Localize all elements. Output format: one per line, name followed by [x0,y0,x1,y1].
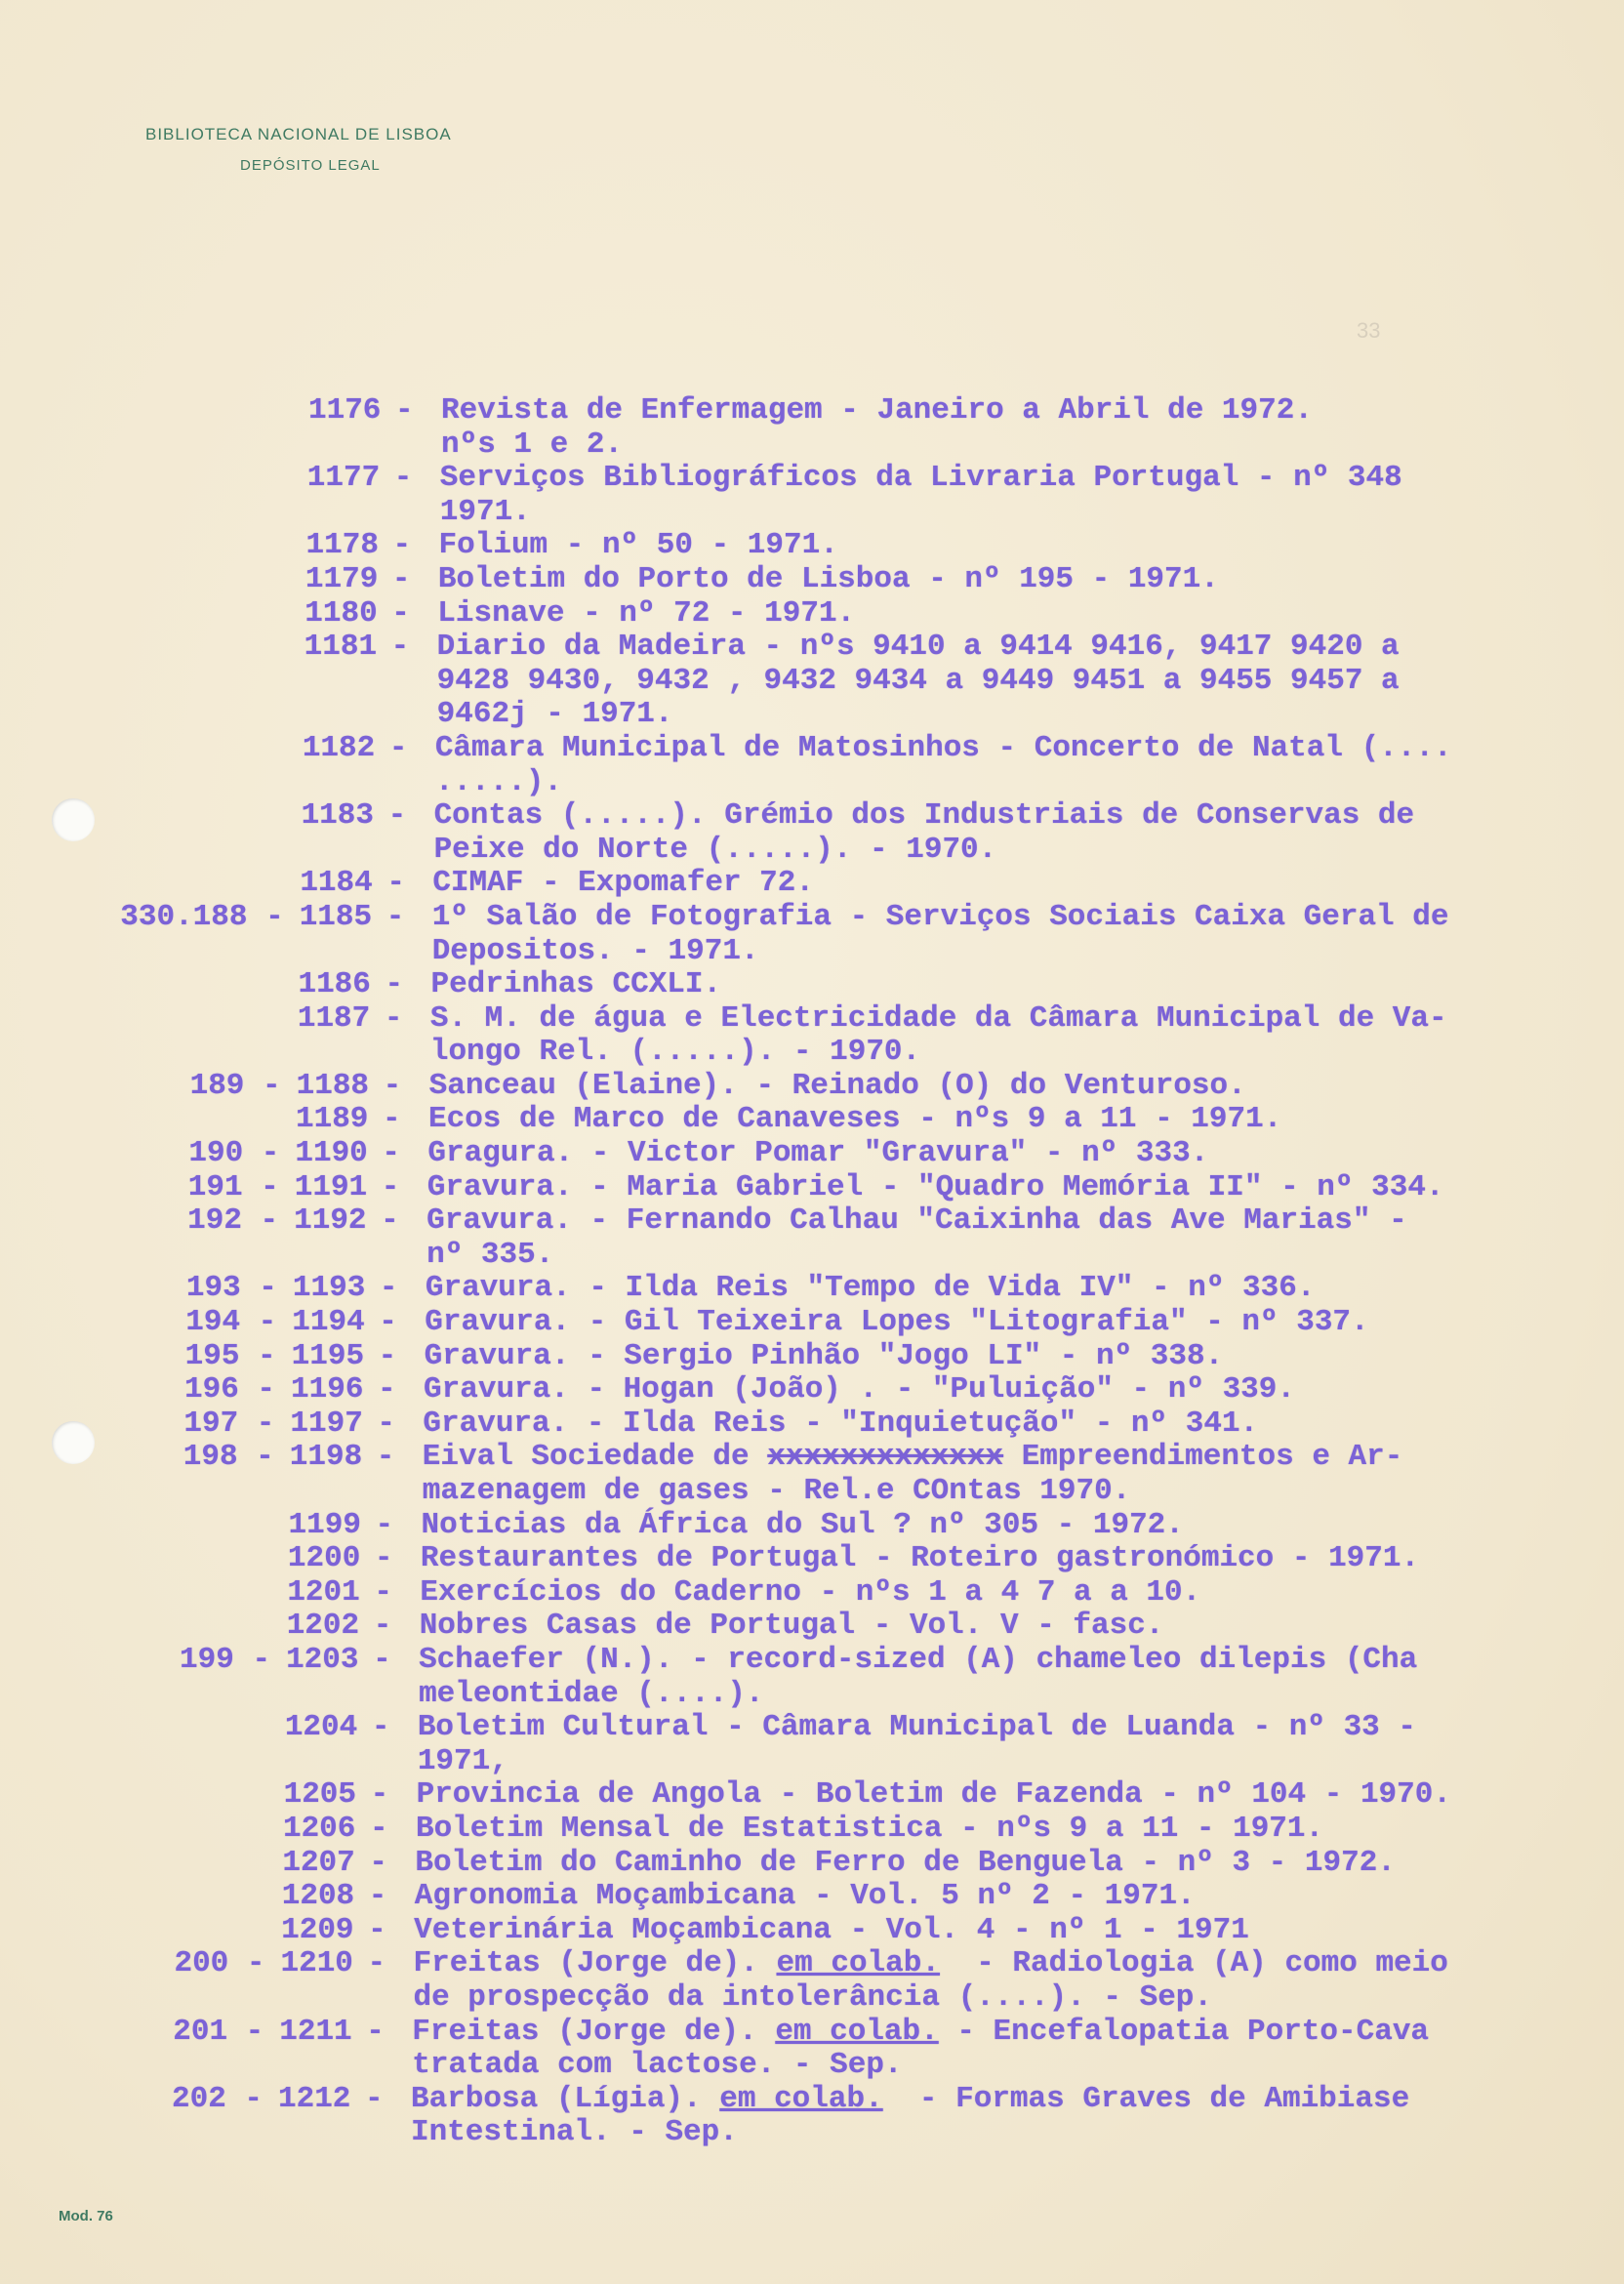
call-number: 190 - [188,1136,280,1171]
entry-line [0,462,1624,496]
list-entry [0,1576,1624,1611]
entry-text: meleontidae (....). [419,1676,764,1711]
entry-line [0,766,1624,800]
entry-text: Boletim Cultural - Câmara Municipal de Luanda - nº 33 - [417,1710,1416,1745]
call-number: 193 - [185,1271,277,1306]
entry-text [412,2016,1429,2050]
entry-number: 1177 [306,461,381,496]
call-number: 196 - [184,1372,276,1407]
text-segment: - Encefalopatia Porto-Cava [938,2014,1430,2049]
list-entry [0,732,1624,799]
entry-line [0,496,1624,530]
separator-dash: - [373,1642,391,1677]
entry-line [0,1509,1624,1543]
entry-number: 1206 [282,1811,356,1846]
entry-line [0,901,1624,935]
entry-text: Gravura. - Fernando Calhau "Caixinha das Ave Marias" - [426,1203,1407,1239]
list-entry [0,1137,1624,1171]
separator-dash: - [382,1136,400,1171]
call-number: 192 - [187,1203,279,1239]
list-entry [0,1847,1624,1881]
entry-line [0,597,1624,632]
entry-line [0,1880,1624,1914]
list-entry [0,1542,1624,1576]
entry-line [0,1306,1624,1340]
entry-line [0,1678,1624,1712]
text-segment: Eival Sociedade de [422,1440,768,1475]
entry-line [0,1272,1624,1306]
entry-line [0,1644,1624,1678]
entry-number: 1180 [304,595,378,631]
entry-number: 1197 [290,1406,363,1441]
entry-text: Sanceau (Elaine). - Reinado (O) do Venturoso. [428,1068,1246,1103]
call-number: 194 - [185,1305,277,1340]
list-entry [0,799,1624,867]
list-entry [0,1813,1624,1847]
entry-line [0,1407,1624,1442]
list-entry [0,1711,1624,1778]
entry-number: 1208 [281,1879,355,1914]
list-entry [0,1778,1624,1813]
separator-dash: - [381,1169,400,1204]
separator-dash: - [379,1271,398,1306]
entry-number: 1194 [292,1305,365,1340]
entry-text: Boletim do Caminho de Ferro de Benguela - nº 3 - 1972. [415,1845,1396,1880]
entry-text: longo Rel. (.....). - 1970. [429,1035,921,1070]
entry-line [0,1576,1624,1611]
entry-number: 1200 [287,1541,361,1576]
entry-line [0,1204,1624,1239]
separator-dash: - [369,1845,387,1880]
call-number: 200 - [174,1946,265,1981]
entry-text: 1971. [439,494,531,529]
separator-dash: - [370,1777,389,1813]
entry-text: Boletim Mensal de Estatistica - nºs 9 a 11 - 1971. [415,1811,1324,1846]
entry-line [0,2116,1624,2150]
list-entry [0,1340,1624,1374]
list-entry [0,394,1624,462]
list-entry [0,631,1624,732]
list-entry [0,1373,1624,1407]
separator-dash: - [374,1541,393,1576]
separator-dash: - [373,1609,392,1644]
entry-line [0,428,1624,463]
entry-number: 1211 [279,2014,352,2049]
separator-dash: - [377,1406,396,1441]
entry-line [0,1542,1624,1576]
struck-text: xxxxxxxxxxxxx [767,1440,1004,1475]
entry-number: 1179 [304,561,379,596]
entry-text: Intestinal. - Sep. [411,2115,738,2150]
entry-line [0,1441,1624,1475]
separator-dash: - [367,1946,386,1981]
list-entry [0,968,1624,1002]
list-entry [0,1103,1624,1137]
list-entry [0,1644,1624,1711]
underlined-text: em colab. [776,1946,940,1981]
entry-text: Veterinária Moçambicana - Vol. 4 - nº 1 - 1971 [414,1912,1249,1947]
call-number: 202 - [171,2081,263,2116]
entry-text: Restaurantes de Portugal - Roteiro gastronómico - 1971. [420,1541,1420,1576]
entry-line [0,1745,1624,1779]
entry-text: Schaefer (N.). - record-sized (A) chameleo dilepis (Cha [419,1642,1418,1677]
entry-line [0,834,1624,868]
entry-number: 1198 [289,1440,363,1475]
entry-line [0,1070,1624,1104]
separator-dash: - [386,899,405,934]
entry-line [0,529,1624,563]
entry-line [0,1914,1624,1948]
separator-dash: - [369,1811,388,1846]
separator-dash: - [383,1068,402,1103]
separator-dash: - [375,1507,394,1542]
entry-text: Gragura. - Victor Pomar "Gravura" - nº 333. [427,1136,1209,1171]
list-entry [0,901,1624,968]
deposit-entry-list [0,394,1624,2150]
entry-line [0,968,1624,1002]
entry-text: nº 335. [426,1237,554,1272]
list-entry [0,1272,1624,1306]
separator-dash: - [387,798,407,834]
entry-text: Gravura. - Maria Gabriel - "Quadro Memória II" - nº 334. [426,1169,1444,1204]
entry-line [0,1947,1624,1981]
text-segment: Freitas (Jorge de). [412,2014,776,2049]
entry-line [0,1340,1624,1374]
entry-number: 1196 [291,1372,364,1407]
entry-text: Noticias da África do Sul ? nº 305 - 1972. [421,1507,1184,1542]
call-number: 195 - [184,1338,276,1373]
list-entry [0,1441,1624,1508]
separator-dash: - [366,2014,385,2049]
list-entry [0,1610,1624,1644]
entry-line [0,631,1624,665]
list-entry [0,563,1624,597]
entry-text: Revista de Enfermagem - Janeiro a Abril de 1972. [441,393,1313,428]
list-entry [0,2016,1624,2083]
separator-dash: - [391,561,411,596]
entry-text: Serviços Bibliográficos da Livraria Portugal - nº 348 [439,461,1402,496]
list-entry [0,1002,1624,1070]
separator-dash: - [379,1305,397,1340]
entry-number: 1207 [282,1845,355,1880]
entry-number: 1184 [300,866,373,901]
entry-number: 1212 [278,2081,351,2116]
entry-number: 1199 [288,1507,361,1542]
entry-text: nºs 1 e 2. [441,427,624,462]
entry-number: 1209 [281,1912,354,1947]
entry-text: 1º Salão de Fotografia - Serviços Sociais Caixa Geral de [431,899,1449,934]
entry-text: Câmara Municipal de Matosinhos - Concerto de Natal (.... [434,730,1452,765]
entry-text [423,1441,1403,1475]
separator-dash: - [384,1000,403,1036]
entry-line [0,1171,1624,1205]
entry-number: 1191 [294,1169,368,1204]
text-segment: Freitas (Jorge de). [413,1946,777,1981]
entry-line [0,799,1624,834]
entry-line [0,1373,1624,1407]
entry-number: 1192 [294,1203,367,1239]
entry-number: 1210 [280,1946,353,1981]
entry-number: 1201 [287,1574,360,1610]
entry-number: 1187 [297,1000,371,1036]
list-entry [0,867,1624,901]
separator-dash: - [378,1338,397,1373]
entry-number: 1182 [302,730,376,765]
call-number: 197 - [183,1406,275,1441]
text-segment: - Formas Graves de Amibiase [882,2081,1410,2116]
list-entry [0,529,1624,563]
separator-dash: - [368,1912,386,1947]
entry-line [0,698,1624,732]
separator-dash: - [390,630,410,665]
list-entry [0,1947,1624,2015]
entry-text: Ecos de Marco de Canaveses - nºs 9 a 11 - 1971. [427,1102,1282,1137]
entry-line [0,2016,1624,2050]
entry-text: 9428 9430, 9432 , 9432 9434 a 9449 9451 a 9455 9457 a [436,663,1400,698]
entry-text: Agronomia Moçambicana - Vol. 5 nº 2 - 1971. [414,1879,1196,1914]
entry-number: 1193 [292,1271,366,1306]
entry-line [0,2049,1624,2083]
entry-number: 1188 [296,1068,370,1103]
call-number: 199 - [180,1642,271,1677]
entry-line [0,1103,1624,1137]
entry-text: Provincia de Angola - Boletim de Fazenda - nº 104 - 1970. [416,1777,1451,1813]
entry-number: 1185 [299,899,373,934]
entry-line [0,1036,1624,1070]
entry-line [0,1239,1624,1273]
entry-line [0,1137,1624,1171]
entry-text: Lisnave - nº 72 - 1971. [437,595,856,631]
entry-text: 1971, [417,1743,508,1778]
underlined-text: em colab. [775,2014,939,2049]
list-entry [0,1171,1624,1205]
separator-dash: - [388,730,408,765]
entry-text: CIMAF - Expomafer 72. [432,866,814,901]
entry-line [0,394,1624,428]
entry-line [0,1610,1624,1644]
entry-text: Nobres Casas de Portugal - Vol. V - fasc. [419,1609,1164,1644]
entry-line [0,1981,1624,2016]
separator-dash: - [391,595,410,631]
separator-dash: - [378,1372,396,1407]
separator-dash: - [386,866,405,901]
page-number-pencil: 33 [1357,318,1381,343]
list-entry [0,1204,1624,1272]
separator-dash: - [392,528,412,563]
entry-number: 1204 [284,1710,358,1745]
separator-dash: - [374,1574,392,1610]
call-number: 198 - [183,1440,274,1475]
entry-text: Gravura. - Sergio Pinhão "Jogo LI" - nº 338. [424,1338,1224,1373]
entry-number: 1190 [295,1136,368,1171]
list-entry [0,597,1624,632]
list-entry [0,1914,1624,1948]
list-entry [0,1407,1624,1442]
call-number: 201 - [173,2014,264,2049]
list-entry [0,1070,1624,1104]
separator-dash: - [381,1203,399,1239]
entry-text: Folium - nº 50 - 1971. [438,528,838,563]
entry-number: 1183 [301,798,374,834]
separator-dash: - [395,393,414,428]
entry-number: 1203 [286,1642,359,1677]
separator-dash: - [376,1440,395,1475]
entry-text: Exercícios do Caderno - nºs 1 a 4 7 a a 10. [420,1574,1201,1610]
entry-line [0,665,1624,699]
entry-line [0,1813,1624,1847]
call-number: 189 - [189,1068,281,1103]
entry-line [0,867,1624,901]
entry-number: 1189 [295,1102,369,1137]
separator-dash: - [385,967,404,1002]
entry-text: tratada com lactose. - Sep. [412,2048,903,2083]
entry-line [0,2083,1624,2117]
entry-line [0,732,1624,766]
entry-line [0,1847,1624,1881]
entry-text: Contas (.....). Grémio dos Industriais de Conservas de [433,798,1415,834]
list-entry [0,1880,1624,1914]
entry-text: Gravura. - Gil Teixeira Lopes "Litografia" - nº 337. [425,1305,1369,1340]
entry-text [413,1947,1447,1981]
entry-text: Diario da Madeira - nºs 9410 a 9414 9416, 9417 9420 a [436,630,1400,665]
entry-line [0,1475,1624,1509]
entry-line [0,1711,1624,1745]
entry-text: mazenagem de gases - Rel.e COntas 1970. [422,1474,1131,1508]
entry-line [0,1778,1624,1813]
entry-number: 1195 [291,1338,365,1373]
entry-number: 1178 [305,528,379,563]
text-segment: Empreendimentos e Ar- [1003,1440,1403,1475]
text-segment: - Radiologia (A) como meio [939,1946,1448,1981]
form-number: Mod. 76 [59,2208,113,2224]
entry-text: .....). [434,764,563,799]
entry-text: Gravura. - Hogan (João) . - "Puluição" - nº 339. [424,1372,1295,1407]
department-header: DEPÓSITO LEGAL [240,157,381,174]
entry-text: de prospecção da intolerância (....). - Sep. [413,1979,1213,2015]
entry-text: Peixe do Norte (.....). - 1970. [433,832,997,867]
institution-header: BIBLIOTECA NACIONAL DE LISBOA [145,125,452,143]
list-entry [0,1306,1624,1340]
entry-text: Depositos. - 1971. [431,933,759,968]
entry-text: Gravura. - Ilda Reis "Tempo de Vida IV" - nº 336. [425,1271,1316,1306]
separator-dash: - [393,461,413,496]
entry-text: S. M. de água e Electricidade da Câmara Municipal de Va- [429,1000,1447,1036]
list-entry [0,462,1624,529]
call-number: 330.188 - [120,899,284,934]
list-entry [0,2083,1624,2150]
separator-dash: - [365,2081,384,2116]
separator-dash: - [371,1710,390,1745]
call-number: 191 - [187,1169,279,1204]
entry-number: 1202 [286,1609,360,1644]
entry-line [0,563,1624,597]
entry-number: 1186 [298,967,371,1002]
entry-line [0,935,1624,969]
entry-number: 1176 [308,393,382,428]
underlined-text: em colab. [719,2081,883,2116]
entry-line [0,1002,1624,1037]
entry-text: 9462j - 1971. [436,697,673,732]
entry-text [411,2083,1409,2117]
list-entry [0,1509,1624,1543]
entry-number: 1181 [304,630,378,665]
entry-text: Pedrinhas CCXLI. [430,967,722,1002]
separator-dash: - [368,1879,387,1914]
entry-text: Boletim do Porto de Lisboa - nº 195 - 1971. [437,561,1219,596]
entry-text: Gravura. - Ilda Reis - "Inquietução" - nº 341. [423,1406,1259,1441]
separator-dash: - [382,1102,401,1137]
entry-number: 1205 [283,1777,357,1813]
text-segment: Barbosa (Lígia). [411,2081,720,2116]
